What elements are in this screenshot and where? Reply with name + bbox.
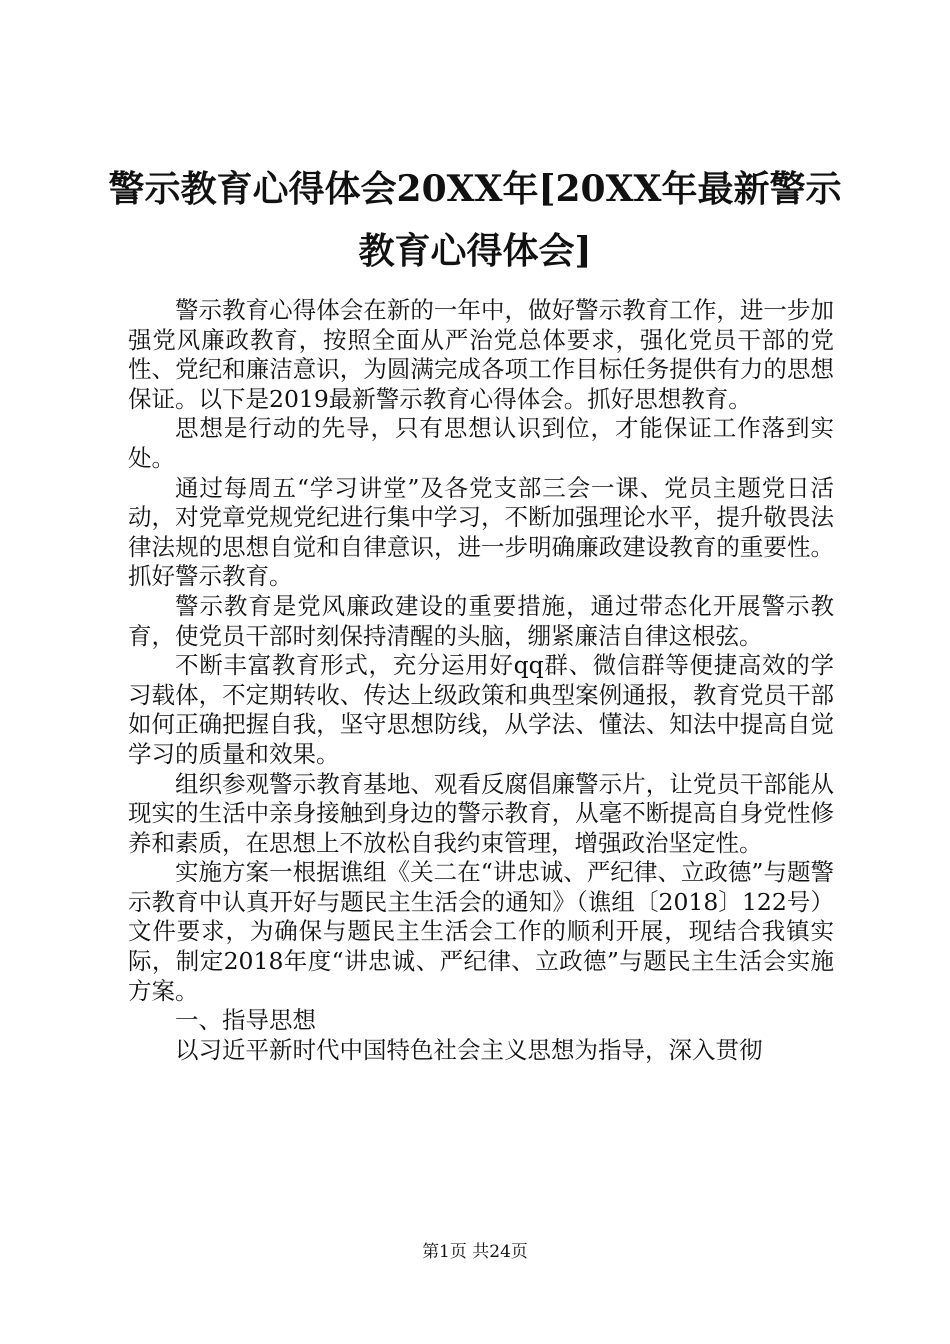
paragraph: 实施方案一根据谯组《关二在“讲忠诚、严纪律、立政德”与题警示教育中认真开好与题民主生活会的通知》（谯组〔2018〕122号）文件要求，为确保与题民主生活会工作的顺利开展，现结合我镇实际，制定2018年度“讲忠诚、严纪律、立政德”与题民主生活会实施方案。 <box>128 858 834 1005</box>
document-body <box>128 296 834 1065</box>
paragraph: 组织参观警示教育基地、观看反腐倡廉警示片，让党员干部能从现实的生活中亲身接触到身边的警示教育，从毫不断提高自身党性修养和素质，在思想上不放松自我约束管理，增强政治坚定性。 <box>128 769 834 857</box>
page-footer: 第1页 共24页 <box>422 1242 528 1262</box>
paragraph: 思想是行动的先导，只有思想认识到位，才能保证工作落到实处。 <box>128 414 834 472</box>
paragraph: 警示教育心得体会在新的一年中，做好警示教育工作，进一步加强党风廉政教育，按照全面从严治党总体要求，强化党员干部的党性、党纪和廉洁意识，为圆满完成各项工作目标任务提供有力的思想保证。以下是2019最新警示教育心得体会。抓好思想教育。 <box>128 296 834 413</box>
paragraph: 不断丰富教育形式，充分运用好qq群、微信群等便捷高效的学习载体，不定期转收、传达上级政策和典型案例通报，教育党员干部如何正确把握自我，坚守思想防线，从学法、懂法、知法中提高自觉学习的质量和效果。 <box>128 651 834 768</box>
paragraph: 通过每周五“学习讲堂”及各党支部三会一课、党员主题党日活动，对党章党规党纪进行集中学习，不断加强理论水平，提升敬畏法律法规的思想自觉和自律意识，进一步明确廉政建设教育的重要性。抓好警示教育。 <box>128 473 834 591</box>
paragraph: 警示教育是党风廉政建设的重要措施，通过带态化开展警示教育，使党员干部时刻保持清醒的头脑，绷紧廉洁自律这根弦。 <box>128 591 834 650</box>
section-heading: 一、指导思想 <box>175 1006 316 1035</box>
paragraph: 以习近平新时代中国特色社会主义思想为指导，深入贯彻 <box>175 1035 763 1064</box>
document-title: 警示教育心得体会20XX年[20XX年最新警示教育心得体会] <box>108 168 842 272</box>
